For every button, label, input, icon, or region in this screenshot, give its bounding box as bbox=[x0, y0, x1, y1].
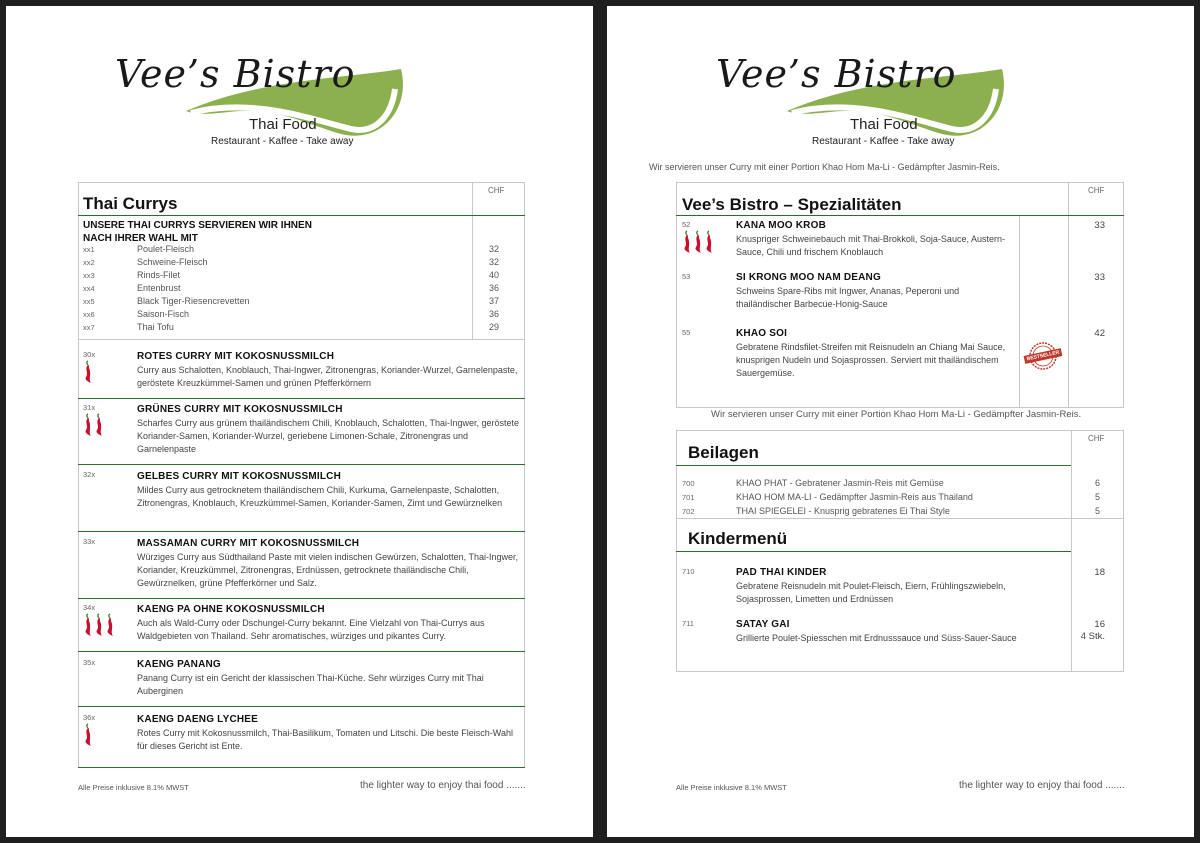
chf-label: CHF bbox=[488, 186, 505, 195]
section-title-sides: Beilagen bbox=[688, 443, 759, 462]
side-price: 6 bbox=[1094, 478, 1100, 488]
item-name: KAENG DAENG LYCHEE bbox=[137, 714, 259, 725]
logo-tagline: Restaurant - Kaffee - Take away bbox=[812, 136, 955, 147]
item-name: GELBES CURRY MIT KOKOSNUSSMILCH bbox=[137, 471, 341, 482]
option-code: xx7 bbox=[83, 323, 95, 332]
curry-item bbox=[83, 470, 523, 520]
rice-note-specials: Wir servieren unser Curry mit einer Portion Khao Hom Ma-Li - Gedämpfter Jasmin-Reis. bbox=[711, 409, 1082, 420]
section-title-specials: Vee’s Bistro – Spezialitäten bbox=[682, 195, 902, 214]
option-name: Rinds-Filet bbox=[137, 270, 181, 280]
side-price: 5 bbox=[1094, 492, 1100, 502]
item-code: 711 bbox=[682, 619, 694, 628]
side-row bbox=[682, 492, 1102, 505]
option-price: 36 bbox=[488, 309, 499, 319]
item-description: Scharfes Curry aus grünem thailändischem Chili, Knoblauch, Schalotten, Thai-Ingwer, geröstete Koriander-Samen, Koriander-Wurzel, geriebene Limonen-Schale, Zitronengras und Garnelenpaste bbox=[137, 418, 520, 454]
chili-icon bbox=[693, 230, 702, 254]
menu-page-left bbox=[6, 6, 593, 837]
item-description: Panang Curry ist ein Gericht der klassischen Thai-Küche. Sehr würziges Curry mit Thai Auberginen bbox=[137, 673, 484, 696]
footer-vat-note: Alle Preise inklusive 8.1% MWST bbox=[78, 783, 189, 792]
item-description: Curry aus Schalotten, Knoblauch, Thai-Ingwer, Zitronengras, Koriander-Wurzel, Garnelenpaste, geröstete Kreuzkümmel-Samen und grünen Pfefferkörnern bbox=[137, 365, 518, 388]
side-name: KHAO PHAT - Gebratener Jasmin-Reis mit Gemüse bbox=[736, 478, 944, 488]
item-name: KHAO SOI bbox=[736, 328, 788, 339]
curry-option-row bbox=[83, 309, 503, 322]
side-row bbox=[682, 478, 1102, 491]
item-code: 33x bbox=[83, 537, 96, 546]
item-name: GRÜNES CURRY MIT KOKOSNUSSMILCH bbox=[137, 404, 343, 415]
curry-item bbox=[83, 350, 523, 400]
option-name: Entenbrust bbox=[137, 283, 181, 293]
item-price: 16 bbox=[1094, 619, 1105, 630]
chili-icon bbox=[105, 613, 114, 637]
chf-label: CHF bbox=[1088, 434, 1105, 443]
curry-item bbox=[83, 537, 523, 587]
item-code: 55 bbox=[682, 328, 691, 337]
item-description: Mildes Curry aus getrocknetem thailändischem Chili, Kurkuma, Garnelenpaste, Schalotten, Zitronengras, Knoblauch, Kreuzkümmel-Samen, Koriander-Samen, Zimt und Gewürznelken bbox=[137, 485, 503, 508]
logo-title: Vee’s Bistro bbox=[716, 52, 957, 96]
side-price: 5 bbox=[1094, 506, 1100, 516]
curry-option-row bbox=[83, 244, 503, 257]
footer-slogan: the lighter way to enjoy thai food ....... bbox=[959, 780, 1125, 791]
item-code: 34x bbox=[83, 603, 96, 612]
footer-slogan: the lighter way to enjoy thai food ....... bbox=[360, 780, 526, 791]
side-name: THAI SPIEGELEI - Knusprig gebratenes Ei Thai Style bbox=[736, 506, 950, 516]
curry-item bbox=[83, 603, 523, 653]
item-description: Auch als Wald-Curry oder Dschungel-Curry bekannt. Eine Vielzahl von Thai-Currys aus Waldgebieten von Thailand. Sehr aromatisches, würziges und pikantes Curry. bbox=[137, 618, 485, 641]
item-separator bbox=[78, 398, 525, 399]
item-code: 31x bbox=[83, 403, 96, 412]
option-code: xx1 bbox=[83, 245, 95, 254]
item-price: 33 bbox=[1094, 272, 1105, 283]
item-price: 42 bbox=[1094, 328, 1105, 339]
title-underline bbox=[78, 215, 525, 216]
option-name: Black Tiger-Riesencrevetten bbox=[137, 296, 250, 306]
item-separator bbox=[78, 464, 525, 465]
rice-note-top: Wir servieren unser Curry mit einer Portion Khao Hom Ma-Li - Gedämpfter Jasmin-Reis. bbox=[649, 162, 1000, 172]
logo-tagline: Restaurant - Kaffee - Take away bbox=[211, 136, 354, 147]
item-code: 30x bbox=[83, 350, 96, 359]
option-name: Saison-Fisch bbox=[137, 309, 190, 319]
special-item bbox=[682, 272, 1122, 332]
item-separator bbox=[78, 531, 525, 532]
option-price: 36 bbox=[488, 283, 499, 293]
spice-level bbox=[83, 360, 92, 384]
option-code: xx3 bbox=[83, 271, 95, 280]
spice-level bbox=[83, 613, 114, 637]
chf-label: CHF bbox=[1088, 186, 1105, 195]
chili-icon bbox=[682, 230, 691, 254]
option-code: xx6 bbox=[83, 310, 95, 319]
item-price: 18 bbox=[1094, 567, 1105, 578]
item-description: Gebratene Rindsfilet-Streifen mit Reisnudeln an Chiang Mai Sauce, knusprigen Nudeln und Sojasprossen. Serviert mit thailändischem Sauergemüse. bbox=[736, 342, 1006, 378]
item-separator bbox=[78, 767, 525, 768]
item-separator bbox=[78, 598, 525, 599]
item-code: 710 bbox=[682, 567, 695, 576]
chili-icon bbox=[94, 413, 103, 437]
currys-intro bbox=[83, 219, 383, 245]
side-code: 701 bbox=[682, 493, 695, 502]
item-price: 33 bbox=[1094, 220, 1105, 231]
spice-level bbox=[83, 413, 103, 437]
chili-icon bbox=[83, 360, 92, 384]
item-name: ROTES CURRY MIT KOKOSNUSSMILCH bbox=[137, 351, 335, 362]
curry-item bbox=[83, 658, 523, 708]
item-description: Schweins Spare-Ribs mit Ingwer, Ananas, Peperoni und thailändischer Barbecue-Honig-Sauce bbox=[736, 286, 960, 309]
option-price: 32 bbox=[488, 257, 499, 267]
bestseller-label: BESTSELLER bbox=[1024, 348, 1063, 364]
curry-option-row bbox=[83, 296, 503, 309]
item-code: 36x bbox=[83, 713, 96, 722]
logo-subtitle: Thai Food bbox=[249, 116, 317, 133]
spice-level bbox=[682, 230, 713, 254]
item-description: Rotes Curry mit Kokosnussmilch, Thai-Basilikum, Tomaten und Litschi. Die beste Fleisch-Wahl für dieses Gericht ist Ente. bbox=[137, 728, 513, 751]
chili-icon bbox=[94, 613, 103, 637]
curry-option-row bbox=[83, 322, 503, 335]
chili-icon bbox=[83, 723, 92, 747]
section-title-currys: Thai Currys bbox=[83, 194, 178, 213]
kids-item bbox=[682, 619, 1122, 664]
special-item bbox=[682, 328, 1122, 388]
item-name: SI KRONG MOO NAM DEANG bbox=[736, 272, 881, 283]
chili-icon bbox=[83, 613, 92, 637]
curry-item bbox=[83, 713, 523, 763]
item-description: Gebratene Reisnudeln mit Poulet-Fleisch, Eiern, Frühlingszwiebeln, Sojasprossen, Limetten und Erdnüssen bbox=[736, 581, 1006, 604]
option-name: Thai Tofu bbox=[137, 322, 174, 332]
curry-item bbox=[83, 403, 523, 453]
logo bbox=[712, 49, 1012, 159]
item-name: KAENG PANANG bbox=[137, 659, 221, 670]
logo-title: Vee’s Bistro bbox=[115, 52, 356, 96]
menu-page-right bbox=[607, 6, 1194, 837]
side-code: 700 bbox=[682, 479, 695, 488]
option-price: 37 bbox=[488, 296, 499, 306]
footer-vat-note: Alle Preise inklusive 8.1% MWST bbox=[676, 783, 787, 792]
item-code: 32x bbox=[83, 470, 96, 479]
item-code: 52 bbox=[682, 220, 691, 229]
item-code: 53 bbox=[682, 272, 691, 281]
chili-icon bbox=[704, 230, 713, 254]
option-code: xx4 bbox=[83, 284, 95, 293]
side-name: KHAO HOM MA-LI - Gedämpfter Jasmin-Reis aus Thailand bbox=[736, 492, 973, 502]
item-description: Knuspriger Schweinebauch mit Thai-Brokkoli, Soja-Sauce, Austern-Sauce, Chili und frischem Knoblauch bbox=[736, 234, 1005, 257]
option-name: Schweine-Fleisch bbox=[137, 257, 208, 267]
logo-subtitle: Thai Food bbox=[850, 116, 918, 133]
curry-option-row bbox=[83, 270, 503, 283]
item-price-unit: 4 Stk. bbox=[1080, 631, 1105, 642]
item-code: 35x bbox=[83, 658, 96, 667]
chili-icon bbox=[83, 413, 92, 437]
kids-underline bbox=[676, 551, 1071, 552]
item-name: KANA MOO KROB bbox=[736, 220, 827, 231]
item-description: Grillierte Poulet-Spiesschen mit Erdnusssauce und Süss-Sauer-Sauce bbox=[736, 633, 1017, 643]
option-price: 32 bbox=[488, 244, 499, 254]
item-description: Würziges Curry aus Südthailand Paste mit vielen indischen Gewürzen, Schalotten, Thai-Ingwer, Koriander, Kreuzkümmel, Zitronengras, Erdnüssen, getrocknete thailändische Chili, Gewürznelken, grüne Pfefferkörner und Salz. bbox=[137, 552, 519, 588]
bestseller-stamp bbox=[1028, 341, 1058, 371]
item-separator bbox=[78, 706, 525, 707]
option-price: 40 bbox=[488, 270, 499, 280]
option-name: Poulet-Fleisch bbox=[137, 244, 195, 254]
option-price: 29 bbox=[488, 322, 499, 332]
side-code: 702 bbox=[682, 507, 695, 516]
item-name: KAENG PA OHNE KOKOSNUSSMILCH bbox=[137, 604, 325, 615]
section-title-kids: Kindermenü bbox=[688, 529, 788, 548]
specials-underline bbox=[676, 215, 1124, 216]
sides-underline bbox=[676, 465, 1071, 466]
kids-top-border bbox=[676, 518, 1124, 519]
kids-item bbox=[682, 567, 1122, 612]
item-name: SATAY GAI bbox=[736, 619, 790, 630]
spice-level bbox=[83, 723, 92, 747]
intro-line-2: NACH IHRER WAHL MIT bbox=[83, 233, 198, 244]
special-item bbox=[682, 220, 1122, 280]
curry-option-row bbox=[83, 257, 503, 270]
option-code: xx2 bbox=[83, 258, 95, 267]
item-name: MASSAMAN CURRY MIT KOKOSNUSSMILCH bbox=[137, 538, 360, 549]
item-separator bbox=[78, 651, 525, 652]
curry-option-row bbox=[83, 283, 503, 296]
intro-line-1: UNSERE THAI CURRYS SERVIEREN WIR IHNEN bbox=[83, 220, 312, 231]
logo bbox=[111, 49, 411, 159]
item-name: PAD THAI KINDER bbox=[736, 567, 827, 578]
option-code: xx5 bbox=[83, 297, 95, 306]
